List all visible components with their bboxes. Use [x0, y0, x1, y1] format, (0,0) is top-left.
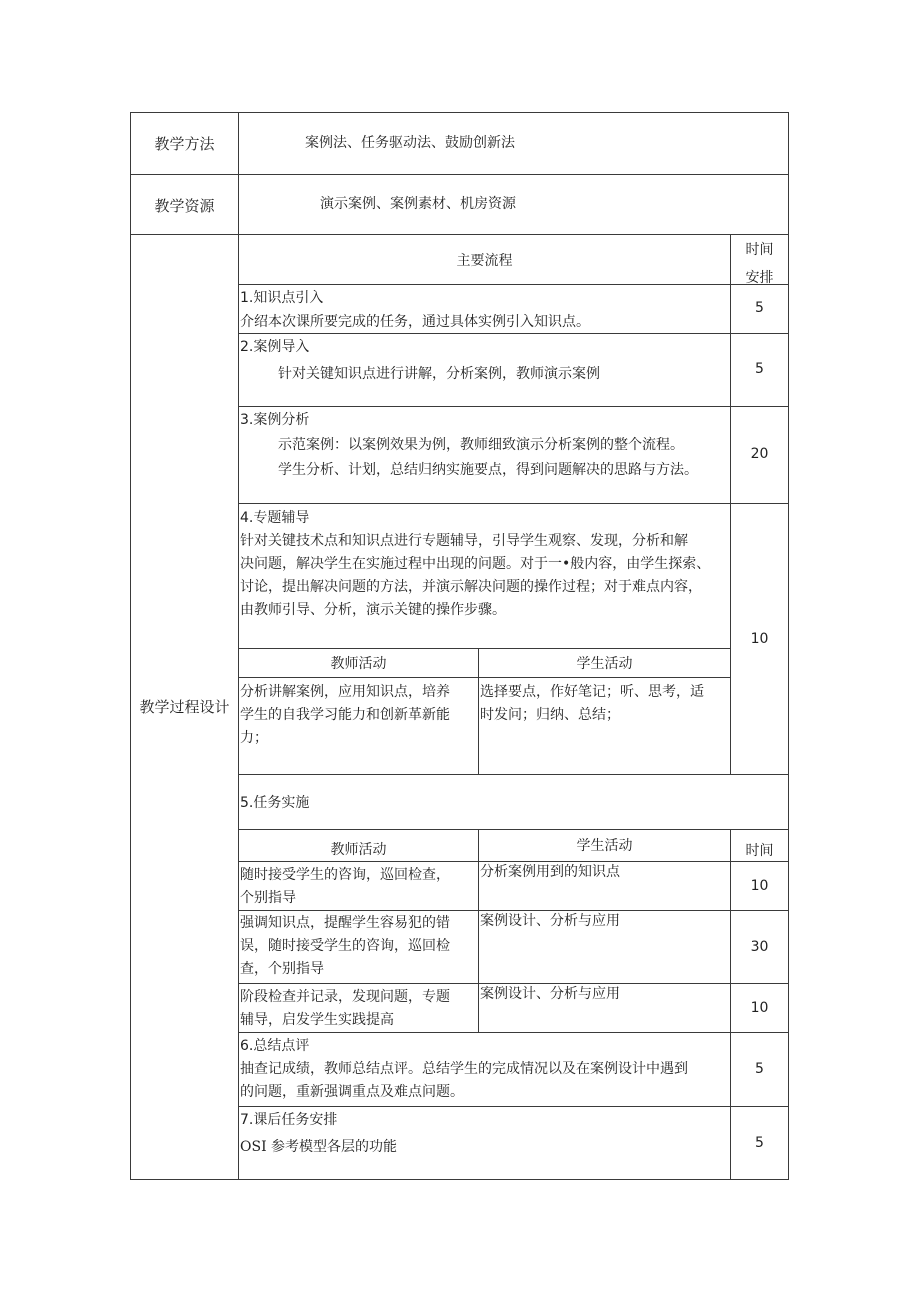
step-4-title: 4.专题辅导 [240, 510, 310, 526]
step-4-teacher-line: 力； [240, 730, 268, 746]
rule [130, 1179, 789, 1180]
step-4-text-line: 针对关键技术点和知识点进行专题辅导，引导学生观察、发现，分析和解 [240, 533, 688, 549]
rule [788, 112, 789, 1180]
step-5-teacher-header: 教师活动 [330, 842, 387, 858]
step-5-row-1-student: 分析案例用到的知识点 [480, 864, 620, 880]
step-6-time: 5 [755, 1061, 764, 1077]
step-5-title: 5.任务实施 [240, 795, 310, 811]
rule [238, 677, 730, 678]
step-6-title: 6.总结点评 [240, 1038, 310, 1054]
rule [238, 1032, 789, 1033]
rule [130, 234, 789, 235]
rule [238, 284, 789, 285]
method-value: 案例法、任务驱动法、鼓励创新法 [305, 135, 515, 151]
step-5-row-3-teacher-line: 阶段检查并记录，发现问题，专题 [240, 989, 450, 1005]
rule [238, 829, 789, 830]
step-5-row-2-teacher [240, 912, 450, 981]
step-4-teacher-line: 分析讲解案例，应用知识点，培养 [240, 684, 450, 700]
process-label: 教学过程设计 [139, 698, 230, 716]
step-6-text [240, 1058, 688, 1104]
step-4-student-line: 选择要点，作好笔记；听、思考，适 [480, 684, 704, 700]
step-5-row-3-teacher-line: 辅导，启发学生实践提高 [240, 1012, 394, 1028]
step-4-teacher-header: 教师活动 [330, 656, 387, 672]
step-5-row-1-time: 10 [750, 878, 769, 894]
step-3-text-1: 示范案例：以案例效果为例，教师细致演示分析案例的整个流程。 [278, 437, 684, 453]
step-6-text-line: 抽查记成绩，教师总结点评。总结学生的完成情况以及在案例设计中遇到 [240, 1061, 688, 1077]
resource-value: 演示案例、案例素材、机房资源 [320, 196, 516, 212]
step-3-time: 20 [750, 446, 769, 462]
step-7-time: 5 [755, 1135, 764, 1151]
rule [238, 1106, 789, 1107]
flow-header-time-line2: 安排 [745, 270, 774, 284]
rule [238, 774, 789, 775]
step-1-text: 介绍本次课所要完成的任务，通过具体实例引入知识点。 [240, 314, 590, 330]
step-3-text-2: 学生分析、计划，总结归纳实施要点，得到问题解决的思路与方法。 [278, 462, 698, 478]
step-1-title: 1.知识点引入 [240, 290, 324, 306]
rule [238, 406, 789, 407]
step-4-text-line: 讨论，提出解决问题的方法，并演示解决问题的操作过程；对于难点内容， [240, 579, 702, 595]
flow-header-time-line1: 时间 [745, 242, 774, 258]
step-5-row-1-teacher-line: 个别指导 [240, 890, 296, 906]
step-5-time-header: 时间 [745, 843, 774, 859]
step-5-row-1-teacher-line: 随时接受学生的咨询，巡回检查， [240, 867, 450, 883]
step-5-row-2-teacher-line: 查，个别指导 [240, 961, 324, 977]
step-3-title: 3.案例分析 [240, 412, 310, 428]
step-5-row-2-teacher-line: 强调知识点，提醒学生容易犯的错 [240, 915, 450, 931]
step-2-text: 针对关键知识点进行讲解，分析案例，教师演示案例 [278, 366, 600, 382]
step-1-time: 5 [755, 300, 764, 316]
step-5-row-1-teacher [240, 864, 450, 910]
step-5-student-header: 学生活动 [576, 838, 633, 854]
step-2-time: 5 [755, 361, 764, 377]
step-5-row-3-time: 10 [750, 1000, 769, 1016]
step-5-row-2-time: 30 [750, 939, 769, 955]
rule [130, 174, 789, 175]
step-4-teacher-line: 学生的自我学习能力和创新革新能 [240, 707, 450, 723]
step-4-time: 10 [750, 631, 769, 647]
rule [130, 112, 131, 1180]
step-4-student-header: 学生活动 [576, 656, 633, 672]
step-7-text: OSI 参考模型各层的功能 [240, 1139, 398, 1155]
step-5-row-3-student: 案例设计、分析与应用 [480, 986, 620, 1002]
rule [130, 112, 789, 113]
rule [238, 648, 730, 649]
step-5-row-3-teacher [240, 986, 450, 1032]
step-4-text-line: 决问题，解决学生在实施过程中出现的问题。对于一•般内容，由学生探索、 [240, 556, 711, 572]
step-4-teacher-activity [240, 681, 450, 750]
step-5-row-2-student: 案例设计、分析与应用 [480, 913, 620, 929]
step-6-text-line: 的问题，重新强调重点及难点问题。 [240, 1084, 464, 1100]
resource-label: 教学资源 [154, 197, 215, 215]
rule [478, 829, 479, 1033]
rule [238, 503, 789, 504]
step-4-text-line: 由教师引导、分析，演示关键的操作步骤。 [240, 602, 506, 618]
step-2-title: 2.案例导入 [240, 339, 310, 355]
step-5-row-2-teacher-line: 误，随时接受学生的咨询，巡回检 [240, 938, 450, 954]
step-7-title: 7.课后任务安排 [240, 1112, 338, 1128]
rule [238, 333, 789, 334]
step-4-student-line: 时发问；归纳、总结； [480, 707, 620, 723]
method-label: 教学方法 [154, 135, 215, 153]
step-4-student-activity [480, 681, 704, 727]
rule [238, 112, 239, 1180]
flow-header-main: 主要流程 [456, 253, 513, 269]
step-4-text [240, 530, 710, 622]
flow-header-time [731, 235, 788, 284]
